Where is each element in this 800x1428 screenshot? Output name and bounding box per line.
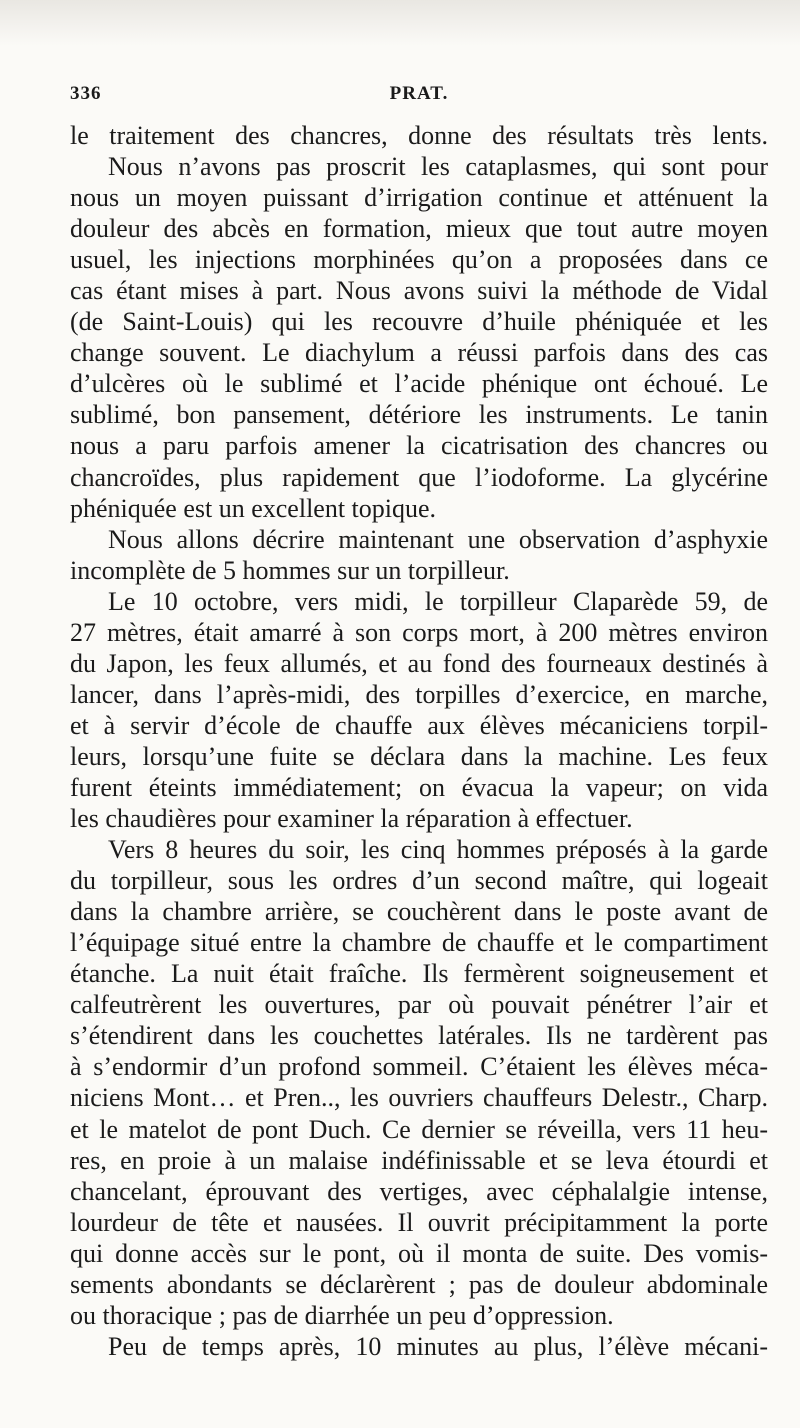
text-line: étanche. La nuit était fraîche. Ils fermèrent soigneusement et [70, 959, 768, 989]
text-line: 27 mètres, était amarré à son corps mort, à 200 mètres environ [70, 617, 768, 647]
text-line: d’ulcères où le sublimé et l’acide phénique ont échoué. Le [70, 369, 768, 399]
text-line: (de Saint-Louis) qui les recouvre d’huile phéniquée et les [70, 307, 768, 337]
text-line: Nous n’avons pas proscrit les cataplasmes, qui sont pour [108, 152, 768, 182]
text-line: Le 10 octobre, vers midi, le torpilleur Claparède 59, de [108, 586, 768, 616]
text-line: sublimé, bon pansement, détériore les instruments. Le tanin [70, 400, 768, 430]
text-line: calfeutrèrent les ouvertures, par où pouvait pénétrer l’air et [70, 990, 768, 1020]
text-line: niciens Mont… et Pren.., les ouvriers chauffeurs Delestr., Charp. [70, 1083, 768, 1113]
text-line: usuel, les injections morphinées qu’on a proposées dans ce [70, 245, 768, 275]
page-number: 336 [70, 83, 102, 104]
text-line: chancelant, éprouvant des vertiges, avec céphalalgie intense, [70, 1176, 768, 1206]
text-line: du Japon, les feux allumés, et au fond des fourneaux destinés à [70, 648, 768, 678]
body-text [70, 120, 768, 1362]
text-line: s’étendirent dans les couchettes latérales. Ils ne tardèrent pas [70, 1021, 768, 1051]
text-line: dans la chambre arrière, se couchèrent dans le poste avant de [70, 897, 768, 927]
text-line: qui donne accès sur le pont, où il monta de suite. Des vomis- [70, 1238, 768, 1268]
top-edge-shadow [0, 0, 800, 46]
text-line: chancroïdes, plus rapidement que l’iodoforme. La glycérine [70, 462, 768, 492]
text-line: change souvent. Le diachylum a réussi parfois dans des cas [70, 338, 768, 368]
text-line: à s’endormir d’un profond sommeil. C’étaient les élèves méca- [70, 1052, 768, 1082]
text-line: Peu de temps après, 10 minutes au plus, l’élève mécani- [108, 1331, 768, 1361]
text-line: cas étant mises à part. Nous avons suivi la méthode de Vidal [70, 276, 768, 306]
text-line: Vers 8 heures du soir, les cinq hommes préposés à la garde [108, 835, 768, 865]
text-line: lourdeur de tête et nausées. Il ouvrit précipitamment la porte [70, 1207, 768, 1237]
text-line: sements abondants se déclarèrent ; pas de douleur abdominale [70, 1269, 768, 1299]
text-line: phéniquée est un excellent topique. [70, 493, 437, 523]
text-line: douleur des abcès en formation, mieux que tout autre moyen [70, 214, 768, 244]
text-line: et le matelot de pont Duch. Ce dernier se réveilla, vers 11 heu- [70, 1114, 768, 1144]
text-line: lancer, dans l’après-midi, des torpilles d’exercice, en marche, [70, 679, 768, 709]
text-line: leurs, lorsqu’une fuite se déclara dans la machine. Les feux [70, 741, 768, 771]
page-header [70, 83, 768, 113]
text-line: nous un moyen puissant d’irrigation continue et atténuent la [70, 183, 768, 213]
text-line: incomplète de 5 hommes sur un torpilleur. [70, 555, 510, 585]
text-line: nous a paru parfois amener la cicatrisation des chancres ou [70, 431, 768, 461]
text-line: les chaudières pour examiner la réparation à effectuer. [70, 804, 633, 834]
text-line: le traitement des chancres, donne des résultats très lents. [70, 121, 768, 150]
text-line: ou thoracique ; pas de diarrhée un peu d’oppression. [70, 1300, 614, 1330]
text-line: l’équipage situé entre la chambre de chauffe et le compartiment [70, 928, 768, 958]
text-line: res, en proie à un malaise indéfinissable et se leva étourdi et [70, 1145, 768, 1175]
running-head: PRAT. [389, 83, 449, 104]
text-line: du torpilleur, sous les ordres d’un second maître, qui logeait [70, 866, 768, 896]
text-line: furent éteints immédiatement; on évacua la vapeur; on vida [70, 772, 768, 802]
text-line: et à servir d’école de chauffe aux élèves mécaniciens torpil- [70, 710, 768, 740]
text-line: Nous allons décrire maintenant une observation d’asphyxie [108, 524, 768, 554]
